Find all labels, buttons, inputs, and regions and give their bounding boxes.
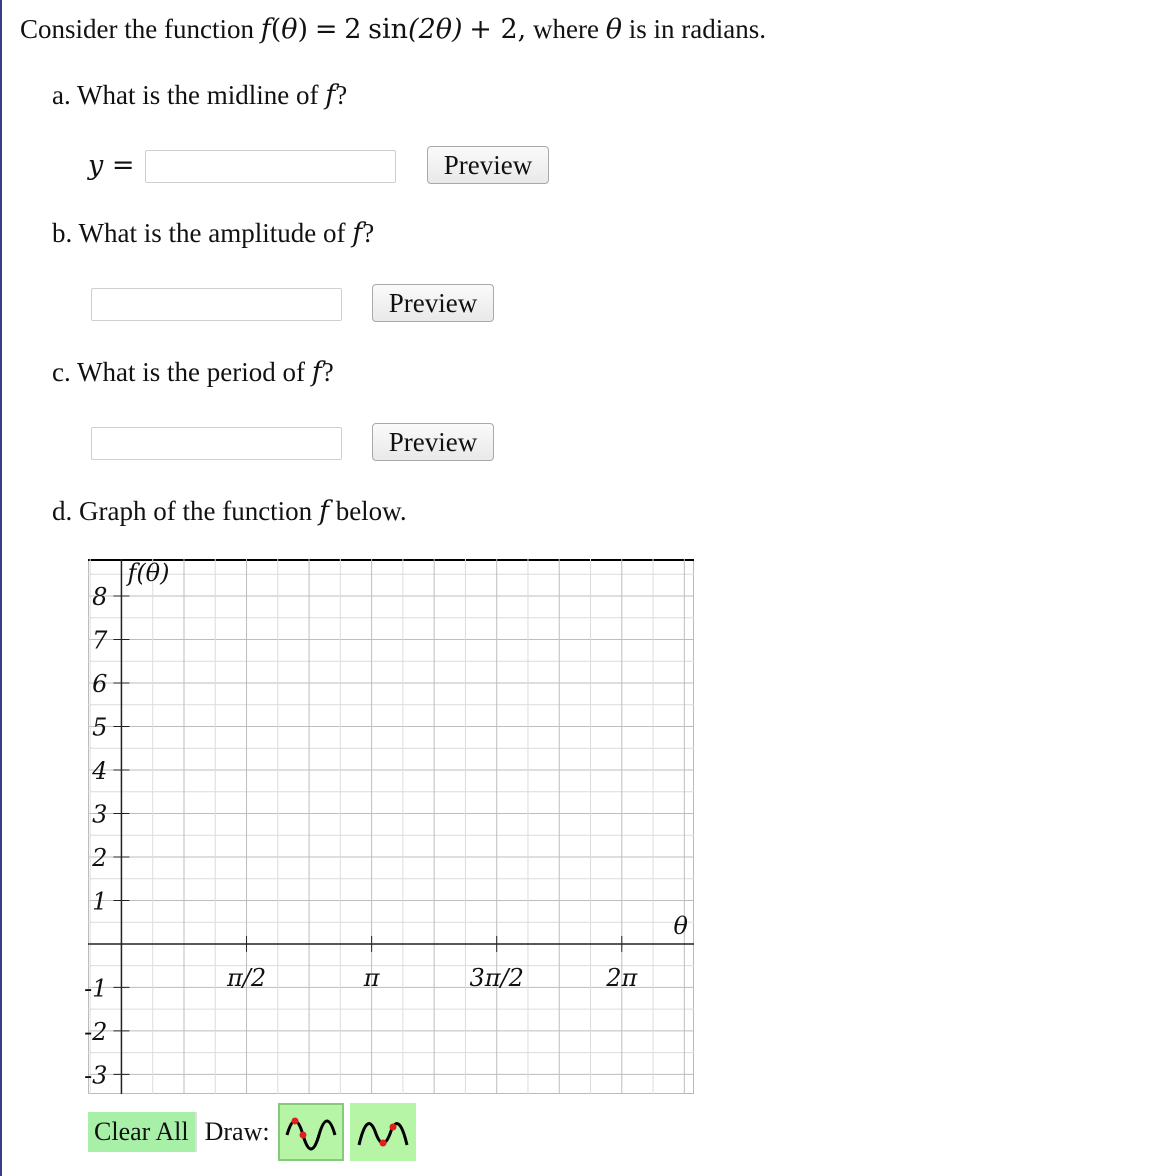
- part-a-question: [52, 80, 347, 111]
- cosine-tool-button[interactable]: [350, 1103, 416, 1161]
- draw-label: Draw:: [204, 1117, 270, 1146]
- expr-coefficient: 2: [344, 14, 362, 45]
- intro-text: Consider the function: [20, 14, 254, 44]
- y-tick-label: -3: [84, 1061, 108, 1090]
- x-axis-label: θ: [673, 911, 688, 940]
- part-a-letter: a.: [52, 80, 71, 110]
- preview-button-a[interactable]: Preview: [427, 146, 549, 184]
- y-axis-label: f(θ): [127, 559, 170, 587]
- y-tick-label: 2: [92, 843, 108, 872]
- part-a-qmark: ?: [335, 80, 348, 110]
- sine-tool-button[interactable]: [278, 1103, 344, 1161]
- midline-input[interactable]: [145, 150, 396, 183]
- part-c-text: What is the period of: [77, 357, 305, 387]
- y-tick-label: 8: [92, 582, 108, 611]
- part-d-suffix: below.: [335, 496, 407, 526]
- theta-symbol: θ: [281, 14, 298, 45]
- x-tick-label: π: [363, 963, 380, 992]
- expr-sin: sin: [368, 14, 409, 45]
- graph-toolbar: [88, 1102, 416, 1162]
- preview-button-b[interactable]: Preview: [372, 284, 494, 322]
- y-tick-label: 3: [92, 800, 108, 829]
- y-tick-label: 6: [92, 669, 108, 698]
- y-tick-label: -2: [84, 1017, 108, 1046]
- amplitude-input[interactable]: [91, 288, 342, 321]
- part-b-qmark: ?: [362, 218, 375, 248]
- theta-symbol-2: θ: [605, 14, 622, 45]
- part-a-text: What is the midline of: [77, 80, 319, 110]
- part-c-qmark: ?: [321, 357, 334, 387]
- y-tick-label: -1: [84, 974, 108, 1003]
- part-b-question: [52, 218, 374, 249]
- part-c-letter: c.: [52, 357, 71, 387]
- sine-wave-icon: [281, 1105, 341, 1159]
- equals-sign: =: [314, 14, 338, 45]
- expr-plus: + 2,: [469, 14, 527, 45]
- radians-text: is in radians.: [628, 14, 766, 44]
- part-b-letter: b.: [52, 218, 73, 248]
- function-name: f: [260, 14, 271, 45]
- part-c-question: [52, 357, 334, 388]
- period-input[interactable]: [91, 427, 342, 460]
- function-graph[interactable]: [84, 559, 694, 1094]
- problem-statement: Consider the function f(θ) = 2 sin(2θ) + 2, where θ is in radians.: [20, 14, 766, 45]
- part-c-f: f: [311, 357, 322, 388]
- y-tick-label: 7: [92, 626, 108, 655]
- cosine-wave-icon: [353, 1105, 413, 1159]
- y-tick-label: 4: [92, 756, 108, 785]
- x-tick-label: 2π: [606, 963, 638, 992]
- part-d-letter: d.: [52, 496, 73, 526]
- x-tick-label: π/2: [226, 963, 267, 992]
- y-tick-label: 1: [92, 887, 108, 916]
- part-d-text: Graph of the function: [79, 496, 313, 526]
- y-tick-label: 5: [92, 713, 108, 742]
- expr-argument: (2θ): [408, 14, 463, 45]
- part-b-text: What is the amplitude of: [78, 218, 346, 248]
- x-tick-label: 3π/2: [469, 963, 524, 992]
- part-a-f: f: [325, 80, 336, 111]
- part-d-f: f: [318, 496, 329, 527]
- midline-y-label: y =: [88, 150, 135, 181]
- where-text: where: [533, 14, 599, 44]
- part-d-question: [52, 496, 407, 527]
- part-b-f: f: [352, 218, 363, 249]
- clear-all-button[interactable]: Clear All: [88, 1112, 197, 1152]
- preview-button-c[interactable]: Preview: [372, 423, 494, 461]
